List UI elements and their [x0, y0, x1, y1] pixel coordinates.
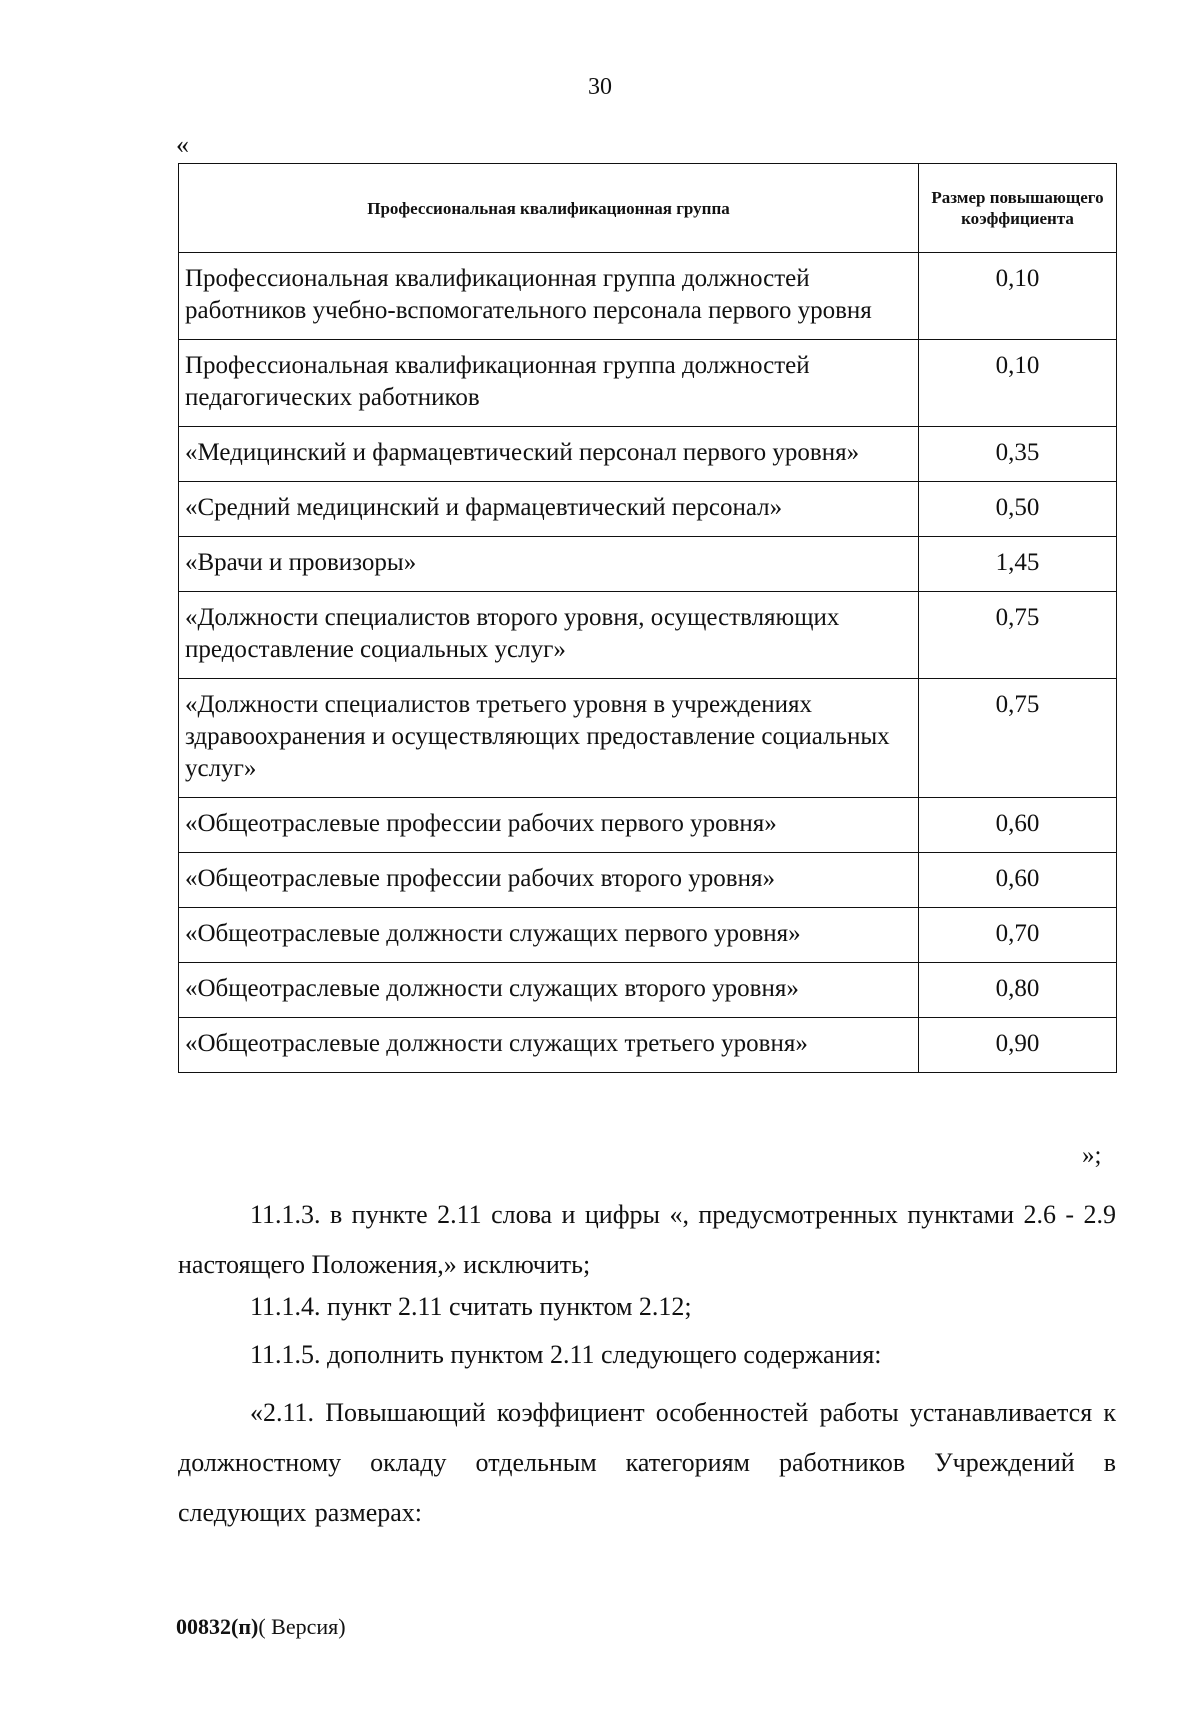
page-number: 30 [588, 74, 612, 100]
document-footer [176, 1614, 346, 1640]
document-code: 00832(п) [176, 1614, 259, 1639]
header-group: Профессиональная квалификационная группа [179, 164, 919, 253]
opening-quote-mark: « [176, 130, 189, 159]
header-coefficient: Размер повышающего коэффициента [919, 164, 1117, 253]
group-cell: «Должности специалистов третьего уровня в учреждениях здравоохранения и осуществляющих предоставление социальных услуг» [179, 679, 919, 798]
group-cell: «Врачи и провизоры» [179, 537, 919, 592]
coefficient-cell: 0,60 [919, 798, 1117, 853]
coefficient-cell: 0,80 [919, 963, 1117, 1018]
group-cell: «Общеотраслевые должности служащих первого уровня» [179, 908, 919, 963]
document-version: ( Версия) [258, 1614, 346, 1639]
paragraph-11-1-4: 11.1.4. пункт 2.11 считать пунктом 2.12; [250, 1292, 692, 1321]
table-row [179, 340, 1117, 427]
table-row [179, 482, 1117, 537]
coefficient-cell: 0,60 [919, 853, 1117, 908]
table-row [179, 427, 1117, 482]
group-cell: Профессиональная квалификационная группа должностей работников учебно-вспомогательного персонала первого уровня [179, 253, 919, 340]
coefficient-cell: 1,45 [919, 537, 1117, 592]
paragraph-11-1-5: 11.1.5. дополнить пунктом 2.11 следующего содержания: [250, 1340, 882, 1369]
group-cell: «Общеотраслевые профессии рабочих первого уровня» [179, 798, 919, 853]
coefficient-cell: 0,70 [919, 908, 1117, 963]
paragraph-11-1-3: 11.1.3. в пункте 2.11 слова и цифры «, предусмотренных пунктами 2.6 - 2.9 настоящего Положения,» исключить; [178, 1200, 1116, 1279]
group-cell: «Общеотраслевые должности служащих третьего уровня» [179, 1018, 919, 1073]
paragraph-2-11: «2.11. Повышающий коэффициент особенностей работы устанавливается к должностному окладу отдельным категориям работников Учреждений в следующих размерах: [178, 1398, 1116, 1527]
group-cell: «Медицинский и фармацевтический персонал первого уровня» [179, 427, 919, 482]
closing-quote-mark: »; [1082, 1142, 1102, 1169]
table-header-row [179, 164, 1117, 253]
table-row [179, 853, 1117, 908]
coefficient-cell: 0,35 [919, 427, 1117, 482]
table-row [179, 798, 1117, 853]
coefficient-cell: 0,50 [919, 482, 1117, 537]
group-cell: «Должности специалистов второго уровня, осуществляющих предоставление социальных услуг» [179, 592, 919, 679]
coefficient-cell: 0,90 [919, 1018, 1117, 1073]
table-row [179, 592, 1117, 679]
group-cell: «Средний медицинский и фармацевтический персонал» [179, 482, 919, 537]
coefficient-cell: 0,10 [919, 340, 1117, 427]
coefficient-cell: 0,75 [919, 592, 1117, 679]
table-row [179, 253, 1117, 340]
table-row [179, 908, 1117, 963]
coefficient-table [178, 163, 1117, 1073]
coefficient-cell: 0,10 [919, 253, 1117, 340]
group-cell: «Общеотраслевые профессии рабочих второго уровня» [179, 853, 919, 908]
coefficient-cell: 0,75 [919, 679, 1117, 798]
table-row [179, 537, 1117, 592]
table-row [179, 963, 1117, 1018]
table-row [179, 679, 1117, 798]
group-cell: «Общеотраслевые должности служащих второго уровня» [179, 963, 919, 1018]
group-cell: Профессиональная квалификационная группа должностей педагогических работников [179, 340, 919, 427]
table-row [179, 1018, 1117, 1073]
